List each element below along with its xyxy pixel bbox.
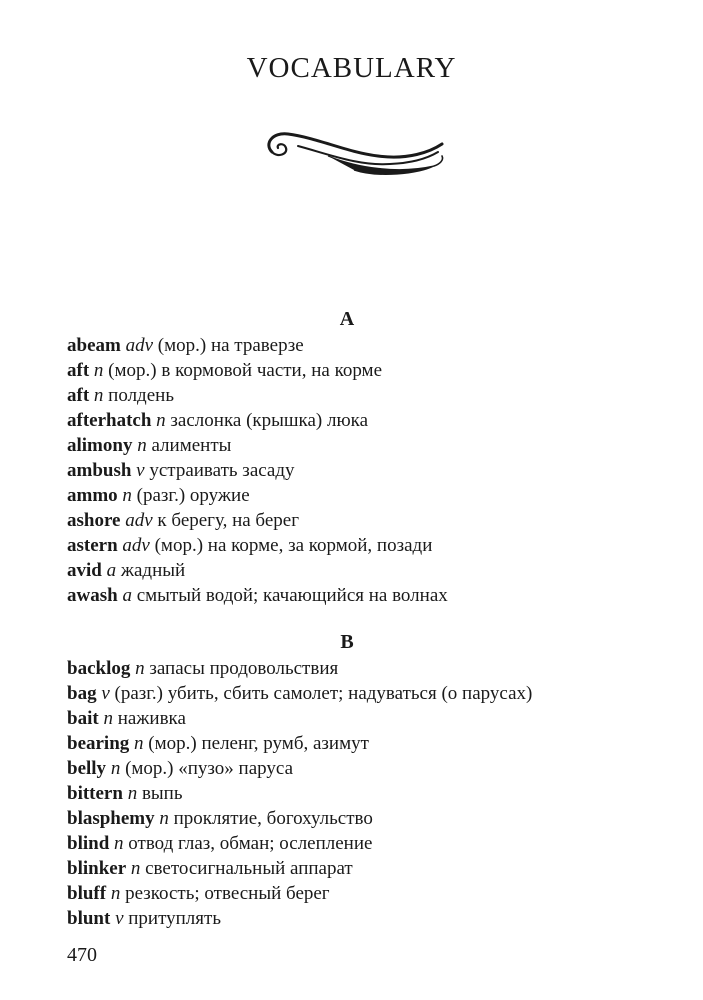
entry-definition: к берегу, на берег: [157, 510, 300, 531]
vocabulary-entry: [67, 881, 667, 906]
entry-definition: смытый водой; качающийся на волнах: [136, 585, 448, 606]
entry-note: (мор.): [154, 535, 204, 556]
entry-part-of-speech: n: [135, 658, 145, 679]
entry-term: backlog: [67, 658, 131, 679]
entry-note: (мор.): [125, 758, 174, 779]
vocabulary-entry: [67, 756, 667, 781]
entry-note: (разг.): [136, 485, 186, 506]
entry-part-of-speech: n: [130, 858, 141, 879]
vocabulary-entry: [67, 533, 667, 558]
entry-term: blunt: [67, 908, 111, 929]
entry-term: awash: [67, 585, 118, 606]
section-b: [67, 630, 667, 931]
entry-definition: светосигнальный аппарат: [145, 858, 353, 879]
entry-definition: резкость; отвесный берег: [125, 883, 330, 904]
entry-part-of-speech: n: [110, 883, 121, 904]
section-letter: A: [339, 308, 355, 330]
vocabulary-entry: [67, 358, 667, 383]
entry-part-of-speech: n: [137, 435, 147, 456]
entry-term: belly: [67, 758, 107, 779]
vocabulary-entry: [67, 333, 667, 358]
entry-definition: оружие: [189, 485, 250, 506]
vocabulary-entry: [67, 781, 667, 806]
entry-definition: алименты: [151, 435, 232, 456]
entry-definition: пеленг, румб, азимут: [201, 733, 369, 754]
entry-term: abeam: [67, 335, 121, 356]
entry-part-of-speech: a: [106, 560, 117, 581]
section-letter: B: [340, 631, 354, 653]
entry-term: blasphemy: [67, 808, 155, 829]
entry-part-of-speech: n: [93, 360, 104, 381]
vocabulary-entry: [67, 458, 667, 483]
entry-term: aft: [67, 360, 90, 381]
entry-part-of-speech: adv: [125, 510, 153, 531]
entry-note: (мор.): [157, 335, 207, 356]
page-number: 470: [67, 944, 97, 966]
entry-part-of-speech: v: [101, 683, 110, 704]
vocabulary-entry: [67, 906, 667, 931]
entry-part-of-speech: n: [93, 385, 104, 406]
entry-definition: притуплять: [128, 908, 221, 929]
entry-term: ashore: [67, 510, 121, 531]
entry-part-of-speech: n: [159, 808, 169, 829]
entry-part-of-speech: n: [156, 410, 166, 431]
entry-definition: «пузо» паруса: [178, 758, 294, 779]
entry-note: (мор.): [108, 360, 157, 381]
entry-part-of-speech: n: [122, 485, 132, 506]
vocabulary-entry: [67, 731, 667, 756]
entry-term: bittern: [67, 783, 123, 804]
entry-definition: наживка: [117, 708, 186, 729]
entry-term: bearing: [67, 733, 130, 754]
entry-term: blind: [67, 833, 110, 854]
section-a: [67, 307, 667, 608]
vocabulary-entry: [67, 558, 667, 583]
entry-definition: полдень: [108, 385, 174, 406]
entry-term: afterhatch: [67, 410, 152, 431]
entry-definition: на корме, за кормой, позади: [207, 535, 433, 556]
entry-list: [67, 333, 667, 608]
vocabulary-entry: [67, 706, 667, 731]
vocabulary-entry: [67, 681, 667, 706]
entry-definition: проклятие, богохульство: [173, 808, 373, 829]
page-title: VOCABULARY: [246, 52, 457, 84]
flourish-ornament-icon: [258, 122, 448, 178]
entry-definition: отвод глаз, обман; ослепление: [128, 833, 373, 854]
entry-part-of-speech: adv: [122, 535, 150, 556]
entry-list: [67, 656, 667, 931]
entry-term: blinker: [67, 858, 127, 879]
entry-definition: устраивать засаду: [149, 460, 295, 481]
entry-definition: выпь: [141, 783, 183, 804]
vocabulary-entry: [67, 656, 667, 681]
vocabulary-entry: [67, 856, 667, 881]
entry-part-of-speech: v: [115, 908, 124, 929]
entry-definition: на траверзе: [210, 335, 304, 356]
vocabulary-entry: [67, 508, 667, 533]
entry-part-of-speech: adv: [125, 335, 154, 356]
entry-part-of-speech: n: [114, 833, 124, 854]
entry-part-of-speech: v: [136, 460, 145, 481]
entry-part-of-speech: a: [122, 585, 132, 606]
entry-definition: в кормовой части, на корме: [161, 360, 383, 381]
entry-part-of-speech: n: [110, 758, 121, 779]
entry-term: ambush: [67, 460, 132, 481]
entry-term: aft: [67, 385, 90, 406]
entry-part-of-speech: n: [134, 733, 144, 754]
entry-definition: запасы продовольствия: [149, 658, 339, 679]
entry-term: avid: [67, 560, 102, 581]
entry-note: (разг.): [114, 683, 164, 704]
entry-term: bag: [67, 683, 97, 704]
vocabulary-entry: [67, 433, 667, 458]
entry-term: bluff: [67, 883, 107, 904]
entry-term: ammo: [67, 485, 118, 506]
vocabulary-entry: [67, 483, 667, 508]
entry-part-of-speech: n: [103, 708, 113, 729]
entry-term: bait: [67, 708, 99, 729]
entry-term: astern: [67, 535, 118, 556]
entry-note: (мор.): [148, 733, 197, 754]
entry-term: alimony: [67, 435, 133, 456]
entry-definition: убить, сбить самолет; надуваться (о парусах): [167, 683, 533, 704]
vocabulary-entry: [67, 806, 667, 831]
entry-part-of-speech: n: [127, 783, 138, 804]
vocabulary-entry: [67, 831, 667, 856]
vocabulary-entry: [67, 383, 667, 408]
vocabulary-entry: [67, 408, 667, 433]
vocabulary-entry: [67, 583, 667, 608]
entry-definition: заслонка (крышка) люка: [170, 410, 369, 431]
entry-definition: жадный: [120, 560, 186, 581]
